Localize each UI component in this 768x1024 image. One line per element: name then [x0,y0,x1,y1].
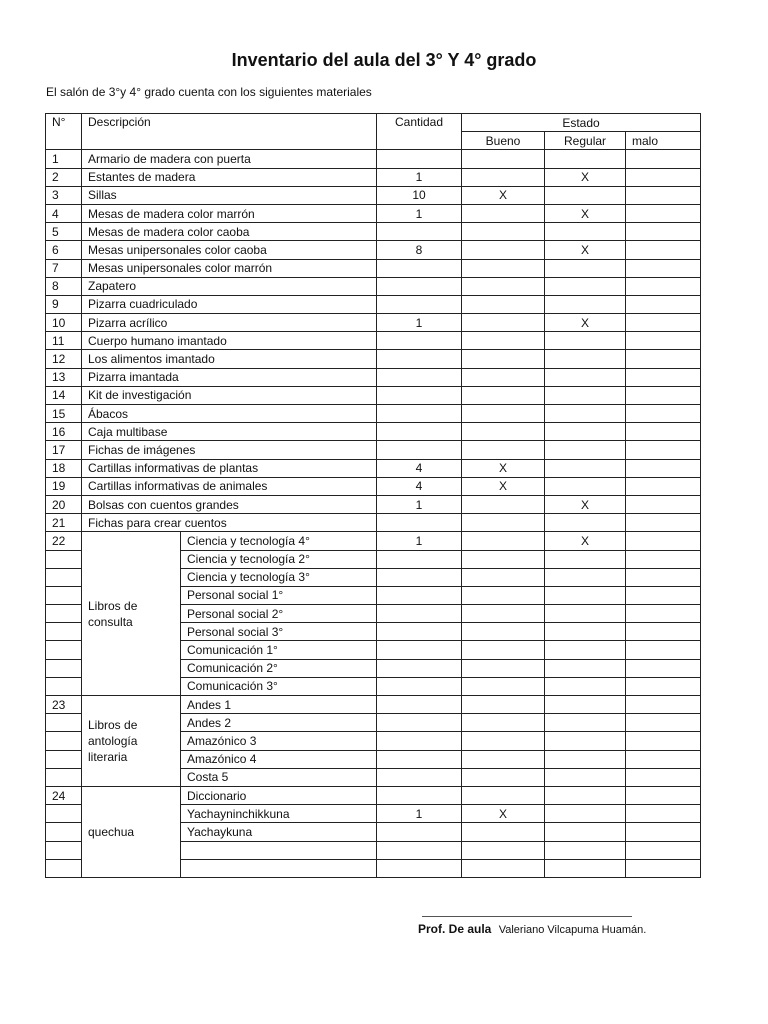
row-number-cell: 13 [46,368,82,386]
regular-cell [545,350,626,368]
description-cell: Ciencia y tecnología 2° [181,550,377,568]
regular-cell [545,150,626,168]
header-bueno: Bueno [462,132,545,150]
row-number-cell: 9 [46,295,82,313]
malo-cell [626,495,701,513]
row-number-cell: 17 [46,441,82,459]
quantity-cell: 1 [377,495,462,513]
row-number-cell [46,568,82,586]
regular-cell [545,386,626,404]
quantity-cell: 1 [377,805,462,823]
table-row [46,223,701,241]
row-number-cell: 3 [46,186,82,204]
regular-cell [545,459,626,477]
table-row [46,514,701,532]
bueno-cell [462,568,545,586]
malo-cell [626,768,701,786]
regular-cell: X [545,495,626,513]
bueno-cell [462,295,545,313]
row-number-cell [46,586,82,604]
bueno-cell [462,841,545,859]
table-row [46,241,701,259]
regular-cell [545,423,626,441]
bueno-cell [462,150,545,168]
quantity-cell: 4 [377,477,462,495]
quantity-cell [377,586,462,604]
description-cell: Yachaykuna [181,823,377,841]
malo-cell [626,441,701,459]
quantity-cell: 1 [377,314,462,332]
description-cell: Diccionario [181,786,377,804]
regular-cell [545,823,626,841]
quantity-cell [377,514,462,532]
row-number-cell [46,714,82,732]
malo-cell [626,477,701,495]
bueno-cell: X [462,186,545,204]
quantity-cell [377,732,462,750]
bueno-cell [462,441,545,459]
bueno-cell [462,786,545,804]
malo-cell [626,623,701,641]
malo-cell [626,550,701,568]
quantity-cell [377,714,462,732]
quantity-cell [377,405,462,423]
header-estado: Estado [462,114,701,132]
row-number-cell: 10 [46,314,82,332]
malo-cell [626,677,701,695]
malo-cell [626,386,701,404]
description-cell: Personal social 1° [181,586,377,604]
row-number-cell [46,677,82,695]
malo-cell [626,459,701,477]
regular-cell [545,768,626,786]
description-cell: Comunicación 3° [181,677,377,695]
bueno-cell [462,514,545,532]
malo-cell [626,204,701,222]
table-header-row-1 [46,114,701,132]
table-row [46,459,701,477]
bueno-cell [462,368,545,386]
quantity-cell [377,641,462,659]
table-row [46,368,701,386]
quantity-cell [377,823,462,841]
malo-cell [626,750,701,768]
row-number-cell [46,823,82,841]
regular-cell [545,259,626,277]
description-cell: Yachayninchikkuna [181,805,377,823]
malo-cell [626,859,701,877]
group-label-cell: Libros de antología literaria [82,696,181,787]
row-number-cell: 24 [46,786,82,804]
quantity-cell [377,295,462,313]
row-number-cell [46,641,82,659]
regular-cell: X [545,204,626,222]
bueno-cell [462,768,545,786]
bueno-cell [462,732,545,750]
quantity-cell [377,259,462,277]
description-cell: Comunicación 1° [181,641,377,659]
bueno-cell [462,550,545,568]
description-cell: Amazónico 3 [181,732,377,750]
intro-text: El salón de 3°y 4° grado cuenta con los siguientes materiales [46,85,372,99]
regular-cell [545,641,626,659]
row-number-cell: 22 [46,532,82,550]
description-cell: Amazónico 4 [181,750,377,768]
row-number-cell: 20 [46,495,82,513]
table-row [46,204,701,222]
malo-cell [626,568,701,586]
table-row [46,150,701,168]
description-cell: Fichas para crear cuentos [82,514,377,532]
row-number-cell: 7 [46,259,82,277]
description-cell: Fichas de imágenes [82,441,377,459]
malo-cell [626,786,701,804]
bueno-cell: X [462,459,545,477]
header-malo: malo [626,132,701,150]
malo-cell [626,732,701,750]
bueno-cell [462,241,545,259]
description-cell: Ábacos [82,405,377,423]
malo-cell [626,168,701,186]
malo-cell [626,223,701,241]
description-cell: Ciencia y tecnología 3° [181,568,377,586]
row-number-cell: 4 [46,204,82,222]
description-cell: Mesas de madera color caoba [82,223,377,241]
quantity-cell [377,350,462,368]
row-number-cell [46,805,82,823]
table-row [46,405,701,423]
description-cell: Ciencia y tecnología 4° [181,532,377,550]
malo-cell [626,423,701,441]
table-row [46,786,701,804]
regular-cell [545,859,626,877]
row-number-cell: 2 [46,168,82,186]
description-cell: Los alimentos imantado [82,350,377,368]
quantity-cell [377,550,462,568]
description-cell: Cartillas informativas de animales [82,477,377,495]
description-cell: Bolsas con cuentos grandes [82,495,377,513]
regular-cell [545,186,626,204]
quantity-cell [377,386,462,404]
row-number-cell: 18 [46,459,82,477]
quantity-cell [377,223,462,241]
malo-cell [626,586,701,604]
bueno-cell [462,223,545,241]
quantity-cell [377,768,462,786]
inventory-table [45,113,701,878]
regular-cell [545,714,626,732]
regular-cell [545,441,626,459]
regular-cell [545,514,626,532]
malo-cell [626,514,701,532]
row-number-cell [46,750,82,768]
description-cell: Comunicación 2° [181,659,377,677]
quantity-cell: 10 [377,186,462,204]
bueno-cell [462,641,545,659]
document-title: Inventario del aula del 3° Y 4° grado [231,50,537,70]
header-num: N° [46,114,82,150]
malo-cell [626,350,701,368]
row-number-cell: 21 [46,514,82,532]
table-row [46,295,701,313]
signature-label: Prof. De aula [418,922,492,936]
malo-cell [626,659,701,677]
bueno-cell [462,586,545,604]
regular-cell [545,805,626,823]
quantity-cell [377,659,462,677]
bueno-cell [462,332,545,350]
row-number-cell: 15 [46,405,82,423]
description-cell: Estantes de madera [82,168,377,186]
regular-cell [545,277,626,295]
quantity-cell [377,568,462,586]
quantity-cell: 1 [377,532,462,550]
table-row [46,423,701,441]
bueno-cell [462,277,545,295]
bueno-cell [462,696,545,714]
quantity-cell: 4 [377,459,462,477]
bueno-cell [462,314,545,332]
regular-cell [545,732,626,750]
description-cell: Pizarra cuadriculado [82,295,377,313]
bueno-cell [462,386,545,404]
bueno-cell [462,423,545,441]
regular-cell [545,223,626,241]
malo-cell [626,841,701,859]
table-row [46,532,701,550]
regular-cell [545,677,626,695]
table-row [46,477,701,495]
table-row [46,168,701,186]
bueno-cell: X [462,477,545,495]
signature-line [422,916,632,917]
row-number-cell [46,659,82,677]
bueno-cell [462,204,545,222]
row-number-cell: 1 [46,150,82,168]
description-cell: Cartillas informativas de plantas [82,459,377,477]
bueno-cell [462,259,545,277]
quantity-cell [377,441,462,459]
regular-cell [545,332,626,350]
description-cell: Caja multibase [82,423,377,441]
signature-name: Valeriano Vilcapuma Huamán. [498,924,647,936]
malo-cell [626,150,701,168]
table-row [46,696,701,714]
row-number-cell [46,605,82,623]
description-cell: Sillas [82,186,377,204]
regular-cell [545,623,626,641]
row-number-cell [46,768,82,786]
malo-cell [626,823,701,841]
quantity-cell: 1 [377,168,462,186]
regular-cell [545,696,626,714]
row-number-cell: 12 [46,350,82,368]
quantity-cell [377,750,462,768]
malo-cell [626,405,701,423]
bueno-cell [462,859,545,877]
regular-cell: X [545,241,626,259]
table-row [46,441,701,459]
quantity-cell [377,605,462,623]
description-cell: Mesas de madera color marrón [82,204,377,222]
description-cell: Andes 1 [181,696,377,714]
description-cell: Andes 2 [181,714,377,732]
quantity-cell [377,841,462,859]
group-label-cell: quechua [82,786,181,877]
malo-cell [626,605,701,623]
regular-cell [545,405,626,423]
regular-cell [545,786,626,804]
row-number-cell [46,623,82,641]
bueno-cell [462,605,545,623]
malo-cell [626,314,701,332]
bueno-cell [462,677,545,695]
malo-cell [626,641,701,659]
regular-cell [545,550,626,568]
regular-cell [545,586,626,604]
malo-cell [626,532,701,550]
malo-cell [626,186,701,204]
quantity-cell: 1 [377,204,462,222]
quantity-cell [377,859,462,877]
regular-cell: X [545,168,626,186]
quantity-cell [377,677,462,695]
table-row [46,495,701,513]
header-quantity: Cantidad [377,114,462,150]
regular-cell [545,750,626,768]
description-cell: Zapatero [82,277,377,295]
malo-cell [626,332,701,350]
malo-cell [626,714,701,732]
bueno-cell [462,350,545,368]
regular-cell [545,659,626,677]
malo-cell [626,368,701,386]
row-number-cell [46,550,82,568]
quantity-cell [377,423,462,441]
regular-cell [545,477,626,495]
description-cell: Pizarra acrílico [82,314,377,332]
bueno-cell [462,750,545,768]
header-description: Descripción [82,114,377,150]
description-cell [181,841,377,859]
regular-cell [545,605,626,623]
row-number-cell [46,859,82,877]
quantity-cell [377,277,462,295]
quantity-cell [377,368,462,386]
description-cell: Mesas unipersonales color marrón [82,259,377,277]
quantity-cell [377,696,462,714]
table-row [46,186,701,204]
quantity-cell [377,623,462,641]
table-row [46,332,701,350]
quantity-cell [377,786,462,804]
table-row [46,259,701,277]
regular-cell [545,295,626,313]
table-row [46,314,701,332]
bueno-cell [462,823,545,841]
malo-cell [626,696,701,714]
row-number-cell: 11 [46,332,82,350]
bueno-cell [462,532,545,550]
regular-cell: X [545,532,626,550]
row-number-cell [46,732,82,750]
regular-cell: X [545,314,626,332]
quantity-cell [377,332,462,350]
malo-cell [626,277,701,295]
row-number-cell: 16 [46,423,82,441]
regular-cell [545,841,626,859]
malo-cell [626,241,701,259]
description-cell: Personal social 3° [181,623,377,641]
description-cell: Mesas unipersonales color caoba [82,241,377,259]
quantity-cell: 8 [377,241,462,259]
regular-cell [545,368,626,386]
malo-cell [626,805,701,823]
quantity-cell [377,150,462,168]
description-cell: Pizarra imantada [82,368,377,386]
row-number-cell: 5 [46,223,82,241]
bueno-cell [462,714,545,732]
bueno-cell [462,659,545,677]
table-row [46,277,701,295]
description-cell: Armario de madera con puerta [82,150,377,168]
row-number-cell: 14 [46,386,82,404]
table-row [46,350,701,368]
header-regular: Regular [545,132,626,150]
description-cell [181,859,377,877]
bueno-cell [462,168,545,186]
malo-cell [626,295,701,313]
signature-block [418,922,646,936]
row-number-cell: 8 [46,277,82,295]
group-label-cell: Libros de consulta [82,532,181,696]
description-cell: Personal social 2° [181,605,377,623]
row-number-cell: 6 [46,241,82,259]
table-row [46,386,701,404]
description-cell: Costa 5 [181,768,377,786]
bueno-cell: X [462,805,545,823]
regular-cell [545,568,626,586]
description-cell: Kit de investigación [82,386,377,404]
description-cell: Cuerpo humano imantado [82,332,377,350]
row-number-cell: 19 [46,477,82,495]
bueno-cell [462,405,545,423]
row-number-cell [46,841,82,859]
bueno-cell [462,495,545,513]
bueno-cell [462,623,545,641]
row-number-cell: 23 [46,696,82,714]
malo-cell [626,259,701,277]
